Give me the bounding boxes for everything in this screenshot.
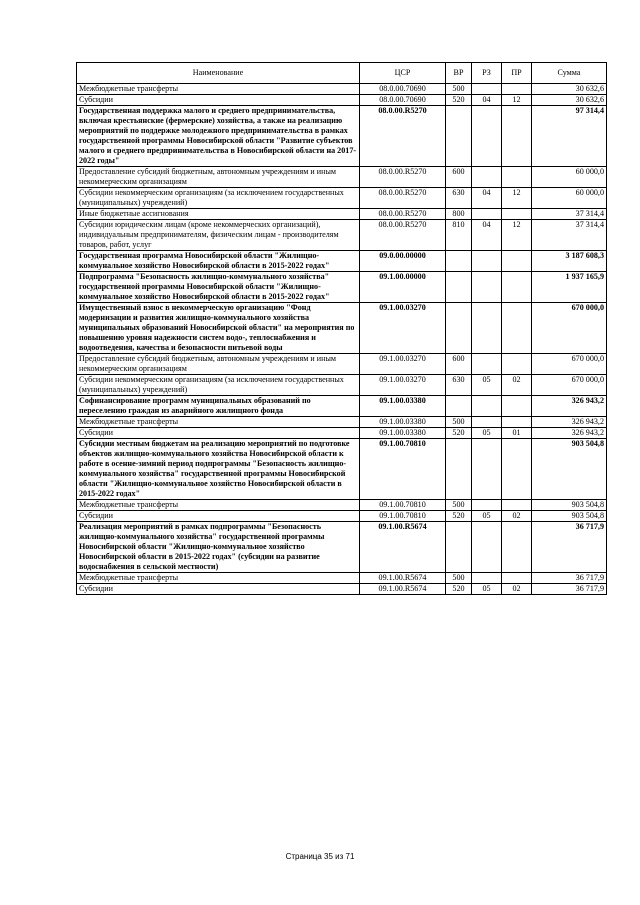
row-name-cell: Государственная программа Новосибирской области "Жилищно-коммунальное хозяйство Новосибирской области в 2015-2022 годах" [77,251,360,272]
row-pr-cell [502,354,532,375]
table-row [77,251,607,272]
page-number: Страница 35 из 71 [285,852,355,861]
row-name-cell: Субсидии юридическим лицам (кроме некоммерческих организаций), индивидуальным предпринимателям, физическим лицам - производителям товаров, работ, услуг [77,220,360,251]
row-sum-cell: 670 000,0 [532,375,607,396]
row-pr-cell [502,396,532,417]
row-rz-cell [472,573,502,584]
table-row [77,417,607,428]
row-sum-cell: 30 632,6 [532,84,607,95]
row-vr-cell: 810 [446,220,472,251]
table-row [77,84,607,95]
row-rz-cell: 04 [472,188,502,209]
row-name-cell: Подпрограмма "Безопасность жилищно-коммунального хозяйства" государственной программы Новосибирской области "Жилищно-коммунальное хозяйство Новосибирской области в 2015-2022 годах" [77,272,360,303]
row-vr-cell [446,396,472,417]
table-row [77,354,607,375]
row-code-cell: 08.0.00.R5270 [360,220,446,251]
row-code-cell: 08.0.00.R5270 [360,188,446,209]
row-sum-cell: 36 717,9 [532,584,607,595]
row-pr-cell [502,209,532,220]
row-name-cell: Межбюджетные трансферты [77,573,360,584]
row-pr-cell: 01 [502,428,532,439]
header-code: ЦСР [360,63,446,84]
row-vr-cell: 800 [446,209,472,220]
row-vr-cell: 520 [446,511,472,522]
row-name-cell: Имущественный взнос в некоммерческую организацию "Фонд модернизации и развития жилищно-коммунального хозяйства муниципальных образований Новосибирской области" на мероприятия по повышению уровня надежности систем водо-, теплоснабжения и водоотведения, качества и безопасности питьевой воды [77,303,360,354]
row-code-cell: 09.1.00.03270 [360,354,446,375]
row-sum-cell: 60 000,0 [532,167,607,188]
table-row [77,188,607,209]
row-rz-cell [472,84,502,95]
row-vr-cell [446,251,472,272]
table-row [77,573,607,584]
row-code-cell: 09.1.00.70810 [360,439,446,500]
row-vr-cell: 630 [446,188,472,209]
row-pr-cell [502,167,532,188]
table-row [77,584,607,595]
row-vr-cell: 520 [446,428,472,439]
row-vr-cell: 630 [446,375,472,396]
row-sum-cell: 903 504,8 [532,500,607,511]
row-sum-cell: 903 504,8 [532,439,607,500]
row-pr-cell [502,84,532,95]
row-sum-cell: 60 000,0 [532,188,607,209]
row-name-cell: Межбюджетные трансферты [77,500,360,511]
row-sum-cell: 670 000,0 [532,303,607,354]
row-code-cell: 08.0.00.R5270 [360,167,446,188]
table-row [77,428,607,439]
row-rz-cell [472,167,502,188]
row-code-cell: 08.0.00.R5270 [360,209,446,220]
row-pr-cell: 12 [502,95,532,106]
row-name-cell: Субсидии [77,584,360,595]
row-name-cell: Субсидии некоммерческим организациям (за исключением государственных (муниципальных) учреждений) [77,375,360,396]
row-name-cell: Субсидии некоммерческим организациям (за исключением государственных (муниципальных) учреждений) [77,188,360,209]
row-vr-cell [446,303,472,354]
table-body [77,84,607,595]
row-pr-cell [502,522,532,573]
row-vr-cell: 500 [446,417,472,428]
row-code-cell: 09.1.00.70810 [360,500,446,511]
row-code-cell: 09.1.00.03380 [360,396,446,417]
row-rz-cell [472,522,502,573]
table-row [77,439,607,500]
header-rz: РЗ [472,63,502,84]
row-pr-cell: 02 [502,375,532,396]
row-rz-cell [472,251,502,272]
row-code-cell: 09.1.00.03380 [360,417,446,428]
header-sum: Сумма [532,63,607,84]
table-row [77,522,607,573]
row-code-cell: 09.1.00.R5674 [360,573,446,584]
row-vr-cell: 500 [446,573,472,584]
row-rz-cell [472,439,502,500]
row-rz-cell: 04 [472,95,502,106]
table-row [77,209,607,220]
row-sum-cell: 670 000,0 [532,354,607,375]
row-vr-cell: 600 [446,354,472,375]
table-row [77,500,607,511]
row-sum-cell: 36 717,9 [532,522,607,573]
row-rz-cell [472,396,502,417]
row-code-cell: 09.1.00.03380 [360,428,446,439]
row-vr-cell [446,106,472,167]
table-row [77,396,607,417]
row-code-cell: 08.0.00.R5270 [360,106,446,167]
table-row [77,272,607,303]
row-sum-cell: 326 943,2 [532,417,607,428]
table-header-row [77,63,607,84]
table-row [77,167,607,188]
row-sum-cell: 326 943,2 [532,396,607,417]
header-vr: ВР [446,63,472,84]
table-row [77,303,607,354]
row-sum-cell: 326 943,2 [532,428,607,439]
row-pr-cell [502,106,532,167]
row-vr-cell [446,272,472,303]
row-pr-cell [502,573,532,584]
row-sum-cell: 97 314,4 [532,106,607,167]
row-pr-cell: 12 [502,188,532,209]
row-rz-cell: 05 [472,511,502,522]
row-vr-cell: 500 [446,84,472,95]
budget-table [76,62,607,595]
row-pr-cell: 12 [502,220,532,251]
row-code-cell: 08.0.00.70690 [360,84,446,95]
table-row [77,375,607,396]
row-code-cell: 09.1.00.R5674 [360,584,446,595]
row-code-cell: 09.1.00.00000 [360,272,446,303]
row-vr-cell: 520 [446,95,472,106]
row-pr-cell [502,303,532,354]
row-sum-cell: 903 504,8 [532,511,607,522]
row-vr-cell [446,522,472,573]
row-pr-cell [502,417,532,428]
row-rz-cell: 05 [472,428,502,439]
row-sum-cell: 36 717,9 [532,573,607,584]
row-name-cell: Государственная поддержка малого и среднего предпринимательства, включая крестьянские (фермерские) хозяйства, а также на реализацию мероприятий по поддержке молодежного предпринимательства в рамках государственной программы Новосибирской области "Развитие субъектов малого и среднего предпринимательства в Новосибирской области на 2017-2022 годы" [77,106,360,167]
row-code-cell: 09.0.00.00000 [360,251,446,272]
table-row [77,511,607,522]
row-pr-cell [502,272,532,303]
row-name-cell: Субсидии местным бюджетам на реализацию мероприятий по подготовке объектов жилищно-коммунального хозяйства Новосибирской области к работе в осенне-зимний период подпрограммы "Безопасность жилищно-коммунального хозяйства" государственной программы Новосибирской области "Жилищно-коммунальное хозяйство Новосибирской области в 2015-2022 годах" [77,439,360,500]
row-rz-cell [472,500,502,511]
row-name-cell: Субсидии [77,511,360,522]
row-code-cell: 09.1.00.03270 [360,375,446,396]
header-name: Наименование [77,63,360,84]
row-sum-cell: 37 314,4 [532,209,607,220]
row-code-cell: 09.1.00.03270 [360,303,446,354]
row-vr-cell: 600 [446,167,472,188]
row-name-cell: Иные бюджетные ассигнования [77,209,360,220]
row-rz-cell: 05 [472,375,502,396]
row-sum-cell: 1 937 165,9 [532,272,607,303]
row-name-cell: Субсидии [77,95,360,106]
row-rz-cell: 05 [472,584,502,595]
table-row [77,106,607,167]
row-rz-cell [472,354,502,375]
table-row [77,220,607,251]
row-sum-cell: 3 187 608,3 [532,251,607,272]
table-row [77,95,607,106]
row-rz-cell [472,272,502,303]
row-pr-cell [502,251,532,272]
row-name-cell: Субсидии [77,428,360,439]
row-name-cell: Предоставление субсидий бюджетным, автономным учреждениям и иным некоммерческим организациям [77,167,360,188]
row-pr-cell [502,500,532,511]
row-rz-cell [472,106,502,167]
row-rz-cell: 04 [472,220,502,251]
row-rz-cell [472,303,502,354]
row-pr-cell: 02 [502,584,532,595]
header-pr: ПР [502,63,532,84]
row-name-cell: Межбюджетные трансферты [77,84,360,95]
row-name-cell: Межбюджетные трансферты [77,417,360,428]
row-rz-cell [472,417,502,428]
row-name-cell: Предоставление субсидий бюджетным, автономным учреждениям и иным некоммерческим организациям [77,354,360,375]
row-code-cell: 08.0.00.70690 [360,95,446,106]
row-vr-cell [446,439,472,500]
row-vr-cell: 500 [446,500,472,511]
row-name-cell: Реализация мероприятий в рамках подпрограммы "Безопасность жилищно-коммунального хозяйства" государственной программы Новосибирской области "Жилищно-коммунальное хозяйство Новосибирской области в 2015-2022 годах" (субсидии на развитие водоснабжения в сельской местности) [77,522,360,573]
row-sum-cell: 30 632,6 [532,95,607,106]
row-name-cell: Софинансирование программ муниципальных образований по переселению граждан из аварийного жилищного фонда [77,396,360,417]
row-pr-cell [502,439,532,500]
row-code-cell: 09.1.00.R5674 [360,522,446,573]
row-sum-cell: 37 314,4 [532,220,607,251]
row-pr-cell: 02 [502,511,532,522]
row-vr-cell: 520 [446,584,472,595]
row-code-cell: 09.1.00.70810 [360,511,446,522]
row-rz-cell [472,209,502,220]
